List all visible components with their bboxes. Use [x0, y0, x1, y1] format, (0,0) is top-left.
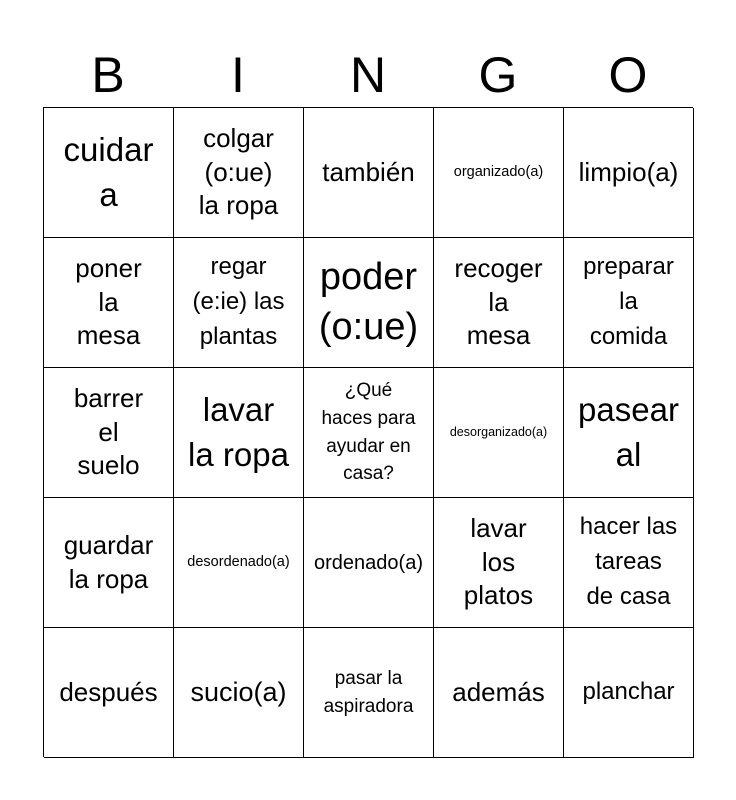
cell-text: limpio(a): [578, 156, 679, 187]
bingo-board: [43, 107, 693, 757]
bingo-cell: [564, 108, 694, 238]
bingo-cell: [174, 628, 304, 758]
cell-text: ¿Qué haces para ayudar en casa?: [321, 380, 416, 485]
cell-text: poder (o:ue): [318, 256, 419, 348]
bingo-cell: [304, 368, 434, 498]
cell-text: planchar: [582, 678, 675, 706]
bingo-cell: [174, 108, 304, 238]
cell-text: pasear al: [578, 390, 679, 473]
bingo-cell: [304, 238, 434, 368]
cell-text: organizado(a): [453, 163, 544, 180]
bingo-cell: [434, 108, 564, 238]
cell-text: también: [322, 156, 415, 187]
bingo-cell: [564, 368, 694, 498]
bingo-cell: [44, 628, 174, 758]
cell-text: colgar (o:ue) la ropa: [198, 122, 279, 221]
header-letter-i: I: [231, 47, 245, 103]
cell-text: guardar la ropa: [63, 529, 154, 594]
bingo-cell: [44, 368, 174, 498]
bingo-cell: [434, 498, 564, 628]
bingo-cell: [304, 498, 434, 628]
bingo-cell: [564, 628, 694, 758]
bingo-cell: [434, 368, 564, 498]
cell-text: desordenado(a): [187, 553, 290, 570]
cell-text: además: [452, 676, 545, 707]
cell-text: barrer el suelo: [73, 382, 144, 481]
cell-text: poner la mesa: [75, 252, 142, 351]
bingo-cell: [174, 498, 304, 628]
bingo-cell: [564, 238, 694, 368]
bingo-cell: [174, 368, 304, 498]
cell-text: cuidar a: [63, 130, 154, 213]
bingo-cell: [304, 628, 434, 758]
bingo-cell: [304, 108, 434, 238]
bingo-header: [43, 44, 693, 106]
bingo-cell: [434, 628, 564, 758]
bingo-cell: [44, 238, 174, 368]
cell-text: recoger la mesa: [454, 252, 543, 351]
header-letter-n: N: [349, 47, 387, 103]
cell-text: lavar los platos: [463, 512, 534, 611]
cell-text: desorganizado(a): [449, 425, 548, 439]
cell-text: pasar la aspiradora: [323, 667, 414, 717]
header-letter-b: B: [91, 47, 125, 103]
cell-text: regar (e:ie) las plantas: [192, 253, 285, 350]
cell-text: sucio(a): [190, 676, 287, 707]
header-letter-o: O: [608, 47, 648, 103]
bingo-cell: [174, 238, 304, 368]
cell-text: preparar la comida: [583, 253, 674, 350]
bingo-cell: [44, 498, 174, 628]
header-letter-g: G: [478, 47, 518, 103]
cell-text: después: [59, 676, 158, 707]
cell-text: hacer las tareas de casa: [579, 513, 678, 610]
bingo-cell: [44, 108, 174, 238]
bingo-cell: [564, 498, 694, 628]
cell-text: ordenado(a): [314, 551, 423, 574]
cell-text: lavar la ropa: [188, 390, 289, 473]
bingo-cell: [434, 238, 564, 368]
